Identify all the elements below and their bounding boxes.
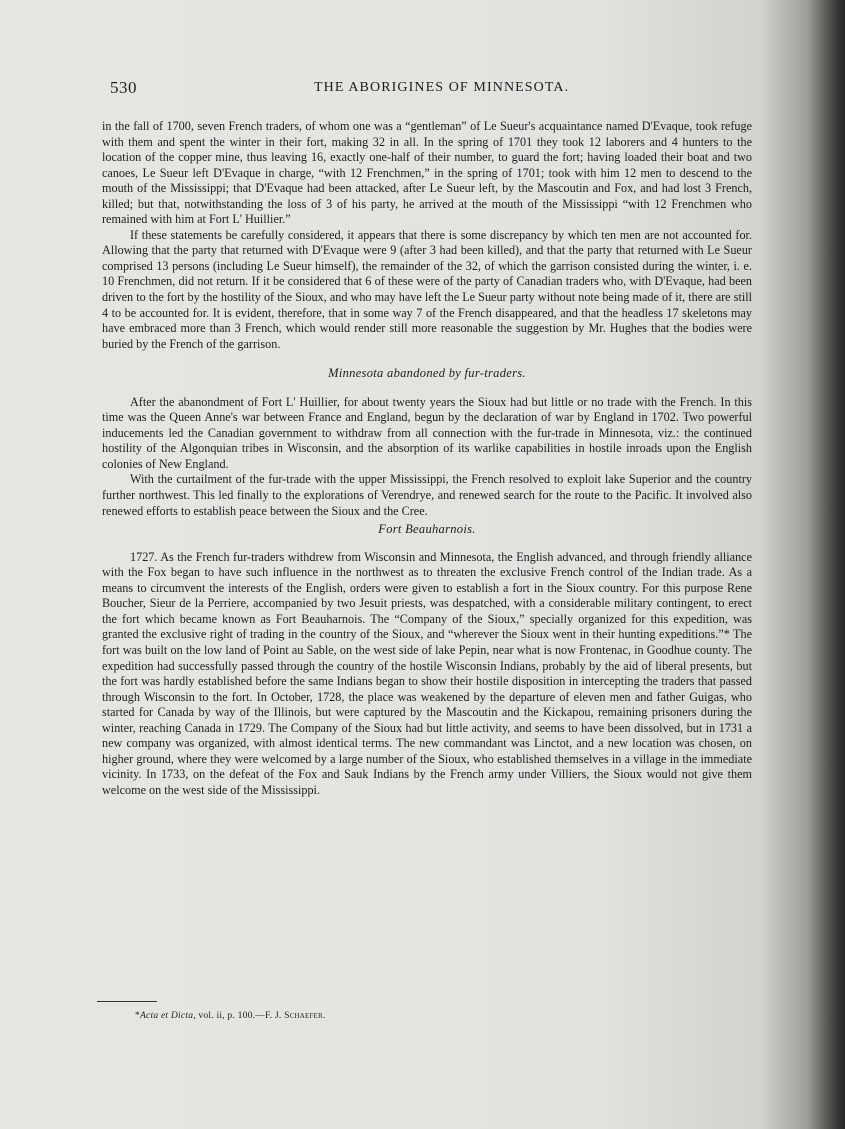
binding-shadow [807, 0, 845, 1129]
page-body [102, 119, 752, 798]
paragraph-curtailment: With the curtailment of the fur-trade with the upper Mississippi, the French resolved to exploit lake Superior and the country further northwest. This led finally to the explorations of Verendrye, and renewed search for the route to the Pacific. It involved also renewed efforts to establish peace between the Sioux and the Cree. [102, 472, 752, 518]
section-heading-fur-traders: Minnesota abandoned by fur-traders. [328, 366, 526, 381]
footnote-citation: , vol. ii, p. 100.— [193, 1010, 265, 1021]
footnote-source-title: Acta et Dicta [140, 1010, 194, 1021]
paragraph-fort-beauharnois: 1727. As the French fur-traders withdrew from Wisconsin and Minnesota, the English advanced, and through friendly alliance with the Fox began to have such influence in the northwest as to threaten the exclusive French control of the Indian trade. As a means to circumvent the interests of the English, orders were given to establish a fort in the Sioux country. For this purpose Rene Boucher, Sieur de la Perriere, accompanied by two Jesuit priests, was despatched, with a considerable military contingent, to erect the fort which became known as Fort Beauharnois. The “Company of the Sioux,” specially organized for this expedition, was granted the exclusive right of trading in the country of the Sioux, and “wherever the Sioux went in their hunting expeditions.”* The fort was built on the low land of Point au Sable, on the west side of lake Pepin, near what is now Frontenac, in Goodhue county. The expedition had successfully passed through the country of the hostile Wisconsin Indians, probably by the aid of liberal presents, but the fort was hardly established before the same Indians began to show their hostile disposition in intercepting the traders that passed through Wisconsin to the fort. In October, 1728, the place was weakened by the departure of eleven men and father Guigas, who started for Canada by way of the Illinois, but were captured by the Mascoutin and the Kickapou, remaining prisoners during the winter, reaching Canada in 1729. The Company of the Sioux had but little activity, and seems to have been dissolved, but in 1731 a new company was organized, with almost identical terms. The new commandant was Linctot, and a new location was chosen, on higher ground, where they were welcomed by a large number of the Sioux, who established themselves in a village in the immediate vicinity. In 1733, on the defeat of the Fox and Sauk Indians by the French army under Villiers, the Sioux would not give them welcome on the west side of the Mississippi. [102, 549, 752, 797]
footnote-author: F. J. Schaefer. [264, 1010, 326, 1021]
footnote [135, 1010, 326, 1021]
paragraph-continuation: in the fall of 1700, seven French traders, of whom one was a “gentleman” of Le Sueur's acquaintance named D'Evaque, took refuge with them and spent the winter in their fort, making 32 in all. In the spring of 1701 they took 12 laborers and 4 hunters to the location of the copper mine, thus leaving 16, exactly one-half of their number, to guard the fort; having loaded their boat and two canoes, Le Sueur left D'Evaque in charge, “with 12 Frenchmen,” in the spring of 1701; took with him 12 men to descend to the mouth of the Mississippi; that D'Evaque had been attacked, after Le Sueur left, by the Mascoutin and Fox, and had lost 3 French, killed; but that, notwithstanding the loss of 3 of his party, he arrived at the mouth of the Mississippi “with 12 Frenchmen who remained with him at Fort L' Huillier.” [102, 119, 752, 227]
footnote-marker: * [135, 1010, 140, 1021]
page-number: 530 [110, 78, 137, 97]
section-heading-fort-beauharnois: Fort Beauharnois. [378, 522, 476, 537]
page-header [110, 78, 760, 100]
paragraph-abandonment: After the abanondment of Fort L' Huillier, for about twenty years the Sioux had but little or no trade with the French. In this time was the Queen Anne's war between France and England, begun by the declaration of war by England in 1702. Two powerful inducements led the Canadian government to withdraw from all connection with the fur-trade in Minnesota, viz.: the continued hostility of the Algonquian tribes in Wisconsin, and the absorption of its warlike capabilities in hostile inroads upon the English colonies of New England. [102, 394, 752, 471]
running-head: THE ABORIGINES OF MINNESOTA. [314, 80, 570, 95]
paragraph-discrepancy: If these statements be carefully considered, it appears that there is some discrepancy by which ten men are not accounted for. Allowing that the party that returned with D'Evaque were 9 (after 3 had been killed), and that the party that returned with Le Sueur comprised 13 persons (including Le Sueur himself), the remainder of the 32, of which the garrison consisted during the winter, i. e. 10 Frenchmen, did not return. If it be considered that 6 of these were of the party of Canadian traders who, with D'Evaque, had been driven to the fort by the hostility of the Sioux, and who may have left the Le Sueur party without note being made of it, there are still 4 to be accounted for. It is evident, therefore, that in some way 7 of the French disappeared, and that the headless 17 skeletons may have embraced more than 3 French, which would render still more reasonable the suggestion by Mr. Hughes that the bodies were buried by the French of the garrison. [102, 227, 752, 351]
footnote-rule [97, 1001, 157, 1002]
